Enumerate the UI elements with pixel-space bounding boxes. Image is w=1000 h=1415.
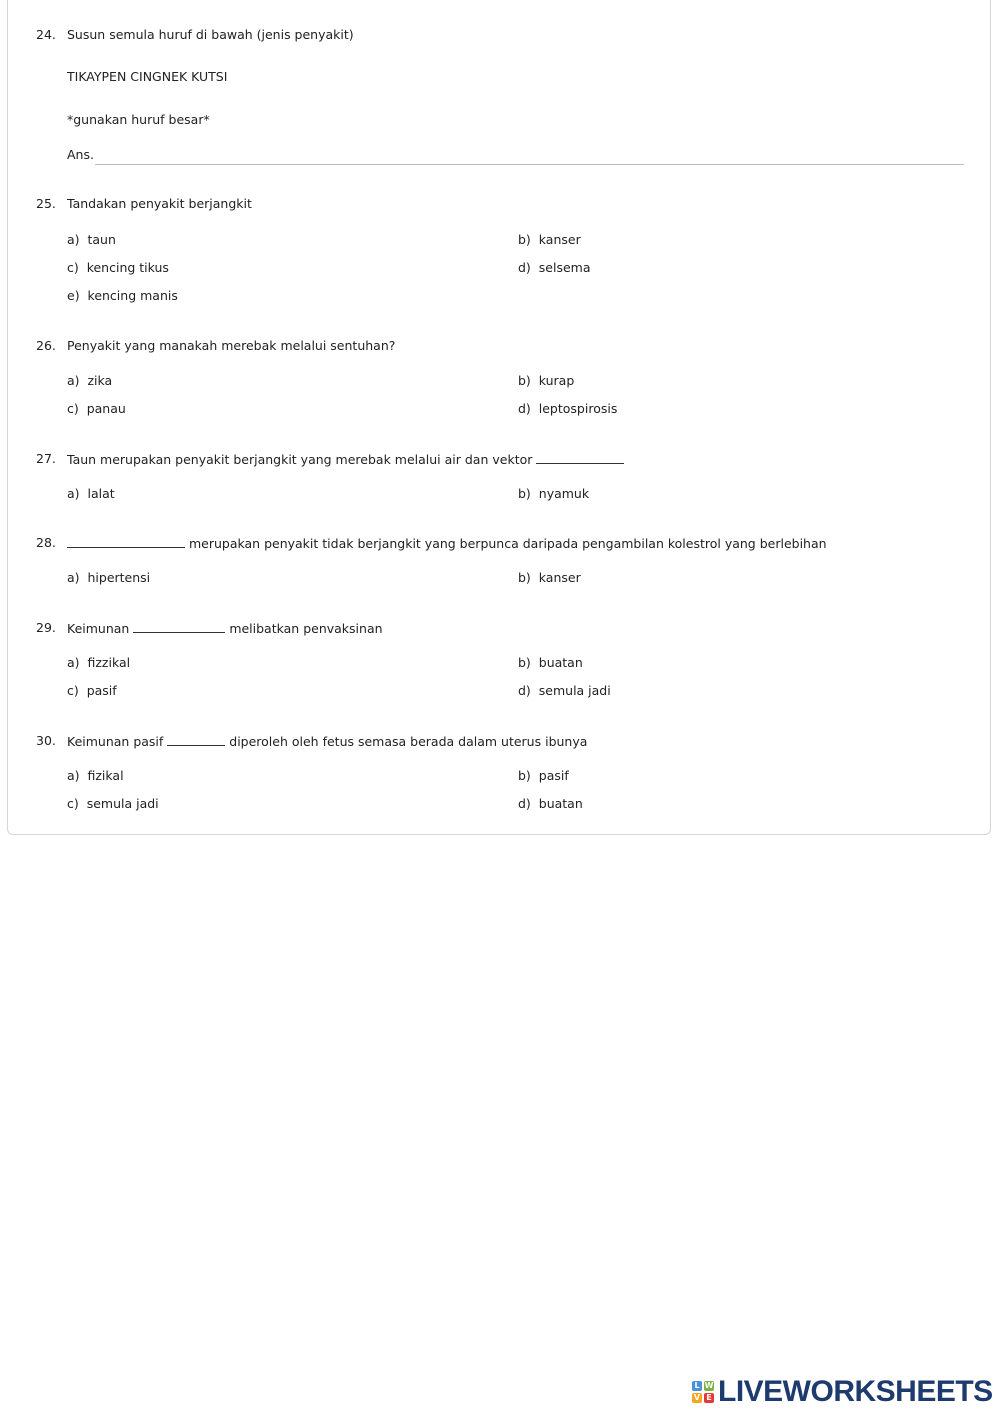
question-text-part: Taun merupakan penyakit berjangkit yang merebak melalui air dan vektor: [67, 452, 533, 467]
option-label: panau: [86, 401, 126, 416]
question-text: [67, 534, 827, 553]
fill-blank[interactable]: [67, 534, 185, 548]
logo-text: LIVEWORKSHEETS: [718, 1375, 993, 1408]
question-text-part: merupakan penyakit tidak berjangkit yang berpunca daripada pengambilan kolestrol yang berlebihan: [188, 536, 827, 551]
question-text: Tandakan penyakit berjangkit: [67, 196, 252, 211]
option-letter: a): [67, 373, 80, 388]
option-letter: a): [67, 570, 80, 585]
question-text: Penyakit yang manakah merebak melalui sentuhan?: [67, 338, 396, 353]
question-text-part: Keimunan: [67, 621, 130, 636]
fill-blank[interactable]: [536, 450, 624, 464]
option-letter: b): [518, 373, 531, 388]
option-letter: c): [67, 401, 79, 416]
option-d[interactable]: [518, 795, 583, 813]
option-letter: a): [67, 232, 80, 247]
option-label: selsema: [538, 260, 591, 275]
option-d[interactable]: [518, 682, 611, 700]
question-text-part: melibatkan penvaksinan: [229, 621, 383, 636]
option-letter: d): [518, 401, 531, 416]
option-b[interactable]: [518, 485, 589, 503]
option-letter: b): [518, 655, 531, 670]
option-label: semula jadi: [86, 796, 159, 811]
question-number: 28.: [36, 535, 56, 550]
option-letter: b): [518, 486, 531, 501]
option-letter: a): [67, 655, 80, 670]
option-a[interactable]: [67, 372, 112, 390]
instruction-note: *gunakan huruf besar*: [67, 112, 210, 127]
option-c[interactable]: [67, 259, 169, 277]
option-a[interactable]: [67, 767, 124, 785]
question-text: [67, 450, 624, 469]
option-e[interactable]: [67, 287, 178, 305]
option-label: kencing tikus: [86, 260, 169, 275]
option-c[interactable]: [67, 682, 117, 700]
option-label: leptospirosis: [538, 401, 618, 416]
question-text-part: Keimunan pasif: [67, 734, 164, 749]
option-letter: c): [67, 260, 79, 275]
option-label: semula jadi: [538, 683, 611, 698]
option-label: kanser: [538, 232, 581, 247]
fill-blank[interactable]: [133, 619, 225, 633]
option-label: kanser: [538, 570, 581, 585]
option-letter: a): [67, 768, 80, 783]
option-d[interactable]: [518, 400, 617, 418]
option-a[interactable]: [67, 485, 115, 503]
liveworksheets-logo-icon: L W V E: [693, 1381, 714, 1402]
option-label: zika: [87, 373, 113, 388]
answer-input[interactable]: [95, 164, 964, 165]
option-d[interactable]: [518, 259, 590, 277]
question-text: [67, 619, 383, 638]
fill-blank[interactable]: [167, 732, 225, 746]
option-label: fizzikal: [87, 655, 131, 670]
option-label: kurap: [538, 373, 575, 388]
option-c[interactable]: [67, 400, 126, 418]
option-a[interactable]: [67, 231, 116, 249]
option-b[interactable]: [518, 231, 581, 249]
option-c[interactable]: [67, 795, 159, 813]
option-label: fizikal: [87, 768, 124, 783]
answer-label: Ans.: [67, 147, 94, 162]
liveworksheets-logo: [692, 1375, 993, 1409]
question-number: 24.: [36, 27, 56, 42]
option-letter: c): [67, 683, 79, 698]
option-letter: d): [518, 683, 531, 698]
option-b[interactable]: [518, 767, 569, 785]
option-letter: d): [518, 260, 531, 275]
option-label: nyamuk: [538, 486, 590, 501]
question-text: [67, 732, 587, 751]
scrambled-letters: TIKAYPEN CINGNEK KUTSI: [67, 69, 228, 84]
option-letter: b): [518, 570, 531, 585]
option-b[interactable]: [518, 654, 583, 672]
question-number: 25.: [36, 196, 56, 211]
question-number: 29.: [36, 620, 56, 635]
option-letter: b): [518, 768, 531, 783]
option-letter: b): [518, 232, 531, 247]
option-letter: d): [518, 796, 531, 811]
option-label: pasif: [538, 768, 569, 783]
option-label: taun: [87, 232, 116, 247]
option-b[interactable]: [518, 569, 581, 587]
question-text-part: diperoleh oleh fetus semasa berada dalam uterus ibunya: [229, 734, 588, 749]
option-a[interactable]: [67, 569, 150, 587]
option-b[interactable]: [518, 372, 574, 390]
option-label: buatan: [538, 796, 583, 811]
option-label: lalat: [87, 486, 115, 501]
option-label: kencing manis: [87, 288, 178, 303]
option-letter: a): [67, 486, 80, 501]
option-letter: c): [67, 796, 79, 811]
option-label: pasif: [86, 683, 117, 698]
question-number: 27.: [36, 451, 56, 466]
question-number: 30.: [36, 733, 56, 748]
option-a[interactable]: [67, 654, 130, 672]
question-number: 26.: [36, 338, 56, 353]
option-label: hipertensi: [87, 570, 151, 585]
option-letter: e): [67, 288, 80, 303]
question-text: Susun semula huruf di bawah (jenis penyakit): [67, 27, 354, 42]
option-label: buatan: [538, 655, 583, 670]
